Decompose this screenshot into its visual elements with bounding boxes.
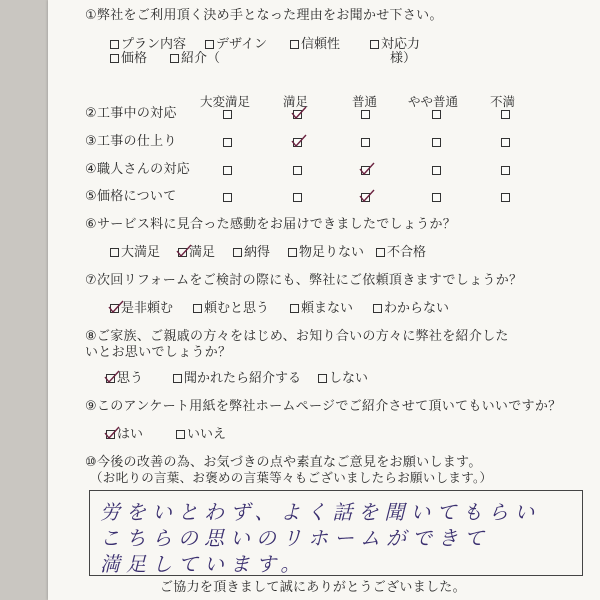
header-dissatisfied: 不満: [490, 94, 516, 109]
checkbox[interactable]: [176, 430, 185, 439]
q9-option-yes[interactable]: はい: [106, 427, 143, 443]
rating-checkbox[interactable]: [223, 166, 232, 175]
checkbox[interactable]: [370, 40, 379, 49]
checkbox[interactable]: [170, 54, 179, 63]
q1-option-plan[interactable]: プラン内容: [110, 37, 186, 53]
q6-option[interactable]: 大満足: [110, 245, 160, 261]
q1-title: ①弊社をご利用頂く決め手となった理由をお聞かせ下さい。: [85, 8, 443, 23]
rating-checkbox[interactable]: [223, 110, 232, 119]
handwritten-line: 満足しています。: [100, 552, 307, 576]
checkbox[interactable]: [290, 40, 299, 49]
q8-title-line2: いとお思いでしょうか？: [85, 345, 232, 360]
rating-checkbox[interactable]: [432, 193, 441, 202]
q9-title: ⑨このアンケート用紙を弊社ホームページでご紹介させて頂いてもいいですか？: [85, 399, 562, 414]
q1-option-price[interactable]: 価格: [110, 51, 147, 67]
q1-option-trust[interactable]: 信頼性: [290, 37, 340, 53]
header-normal: 普通: [352, 94, 378, 109]
rating-checkbox[interactable]: [501, 166, 510, 175]
checkbox[interactable]: [318, 374, 327, 383]
checkbox[interactable]: [373, 304, 382, 313]
checkbox[interactable]: [376, 248, 385, 257]
rating-row-label: ③工事の仕上り: [85, 134, 177, 149]
q9-option-no[interactable]: いいえ: [176, 427, 226, 443]
checkbox[interactable]: [288, 248, 297, 257]
q6-option[interactable]: 納得: [233, 245, 270, 261]
rating-checkbox[interactable]: [432, 138, 441, 147]
rating-row-label: ②工事中の対応: [85, 106, 177, 121]
checkbox[interactable]: [110, 40, 119, 49]
rating-checkbox[interactable]: [501, 110, 510, 119]
q6-option[interactable]: 不合格: [376, 245, 426, 261]
rating-row-label: ⑤価格について: [85, 189, 177, 204]
rating-checkbox[interactable]: [501, 193, 510, 202]
handwritten-line: こちらの思いのリホームができて: [100, 526, 490, 550]
rating-checkbox[interactable]: [293, 110, 302, 119]
q10-title-line2: （お叱りの言葉、お褒めの言葉等々もございましたらお願いします。）: [90, 470, 493, 485]
checkbox[interactable]: [290, 304, 299, 313]
rating-checkbox[interactable]: [223, 193, 232, 202]
rating-checkbox[interactable]: [361, 166, 370, 175]
rating-checkbox[interactable]: [223, 138, 232, 147]
q6-title: ⑥サービス料に見合った感動をお届けできましたでしょうか？: [85, 217, 457, 232]
checkbox[interactable]: [205, 40, 214, 49]
q1-sama: 様）: [390, 51, 417, 66]
q10-title-line1: ⑩今後の改善の為、お気づきの点や素直なご意見をお願いします。: [85, 455, 482, 470]
q1-option-referral[interactable]: 紹介（: [170, 51, 220, 67]
checkbox[interactable]: [110, 54, 119, 63]
survey-sheet: [48, 0, 600, 600]
q8-option[interactable]: 聞かれたら紹介する: [173, 371, 301, 387]
checkbox[interactable]: [110, 248, 119, 257]
checkbox[interactable]: [173, 374, 182, 383]
q7-title: ⑦次回リフォームをご検討の際にも、弊社にご依頼頂きますでしょうか？: [85, 273, 523, 288]
rating-checkbox[interactable]: [432, 166, 441, 175]
q8-title-line1: ⑧ご家族、ご親戚の方々をはじめ、お知り合いの方々に弊社を紹介した: [85, 329, 509, 344]
q1-option-design[interactable]: デザイン: [205, 37, 267, 53]
header-satisfied: 満足: [283, 94, 309, 109]
checkbox-checked[interactable]: [106, 374, 115, 383]
q7-option[interactable]: 頼まない: [290, 301, 353, 317]
header-very-satisfied: 大変満足: [200, 94, 251, 109]
rating-checkbox[interactable]: [293, 166, 302, 175]
q7-option[interactable]: 是非頼む: [110, 301, 173, 317]
q6-option[interactable]: 満足: [178, 245, 215, 261]
rating-checkbox[interactable]: [432, 110, 441, 119]
q8-option[interactable]: 思う: [106, 371, 143, 387]
q8-option[interactable]: しない: [318, 371, 368, 387]
checkbox-checked[interactable]: [178, 248, 187, 257]
footer-thanks: ご協力を頂きまして誠にありがとうございました。: [160, 580, 466, 595]
rating-row-label: ④職人さんの対応: [85, 162, 191, 177]
rating-checkbox[interactable]: [361, 110, 370, 119]
q1-option-response[interactable]: 対応力: [370, 37, 420, 53]
header-somewhat-normal: やや普通: [408, 94, 459, 109]
rating-checkbox[interactable]: [361, 193, 370, 202]
handwritten-line: 労をいとわず、よく話を聞いてもらい: [100, 500, 541, 524]
checkbox-checked[interactable]: [110, 304, 119, 313]
checkbox-checked[interactable]: [106, 430, 115, 439]
rating-checkbox[interactable]: [293, 193, 302, 202]
q7-option[interactable]: 頼むと思う: [193, 301, 269, 317]
rating-checkbox[interactable]: [501, 138, 510, 147]
q6-option[interactable]: 物足りない: [288, 245, 364, 261]
checkbox[interactable]: [193, 304, 202, 313]
checkbox[interactable]: [233, 248, 242, 257]
rating-checkbox[interactable]: [293, 138, 302, 147]
q7-option[interactable]: わからない: [373, 301, 449, 317]
rating-checkbox[interactable]: [361, 138, 370, 147]
